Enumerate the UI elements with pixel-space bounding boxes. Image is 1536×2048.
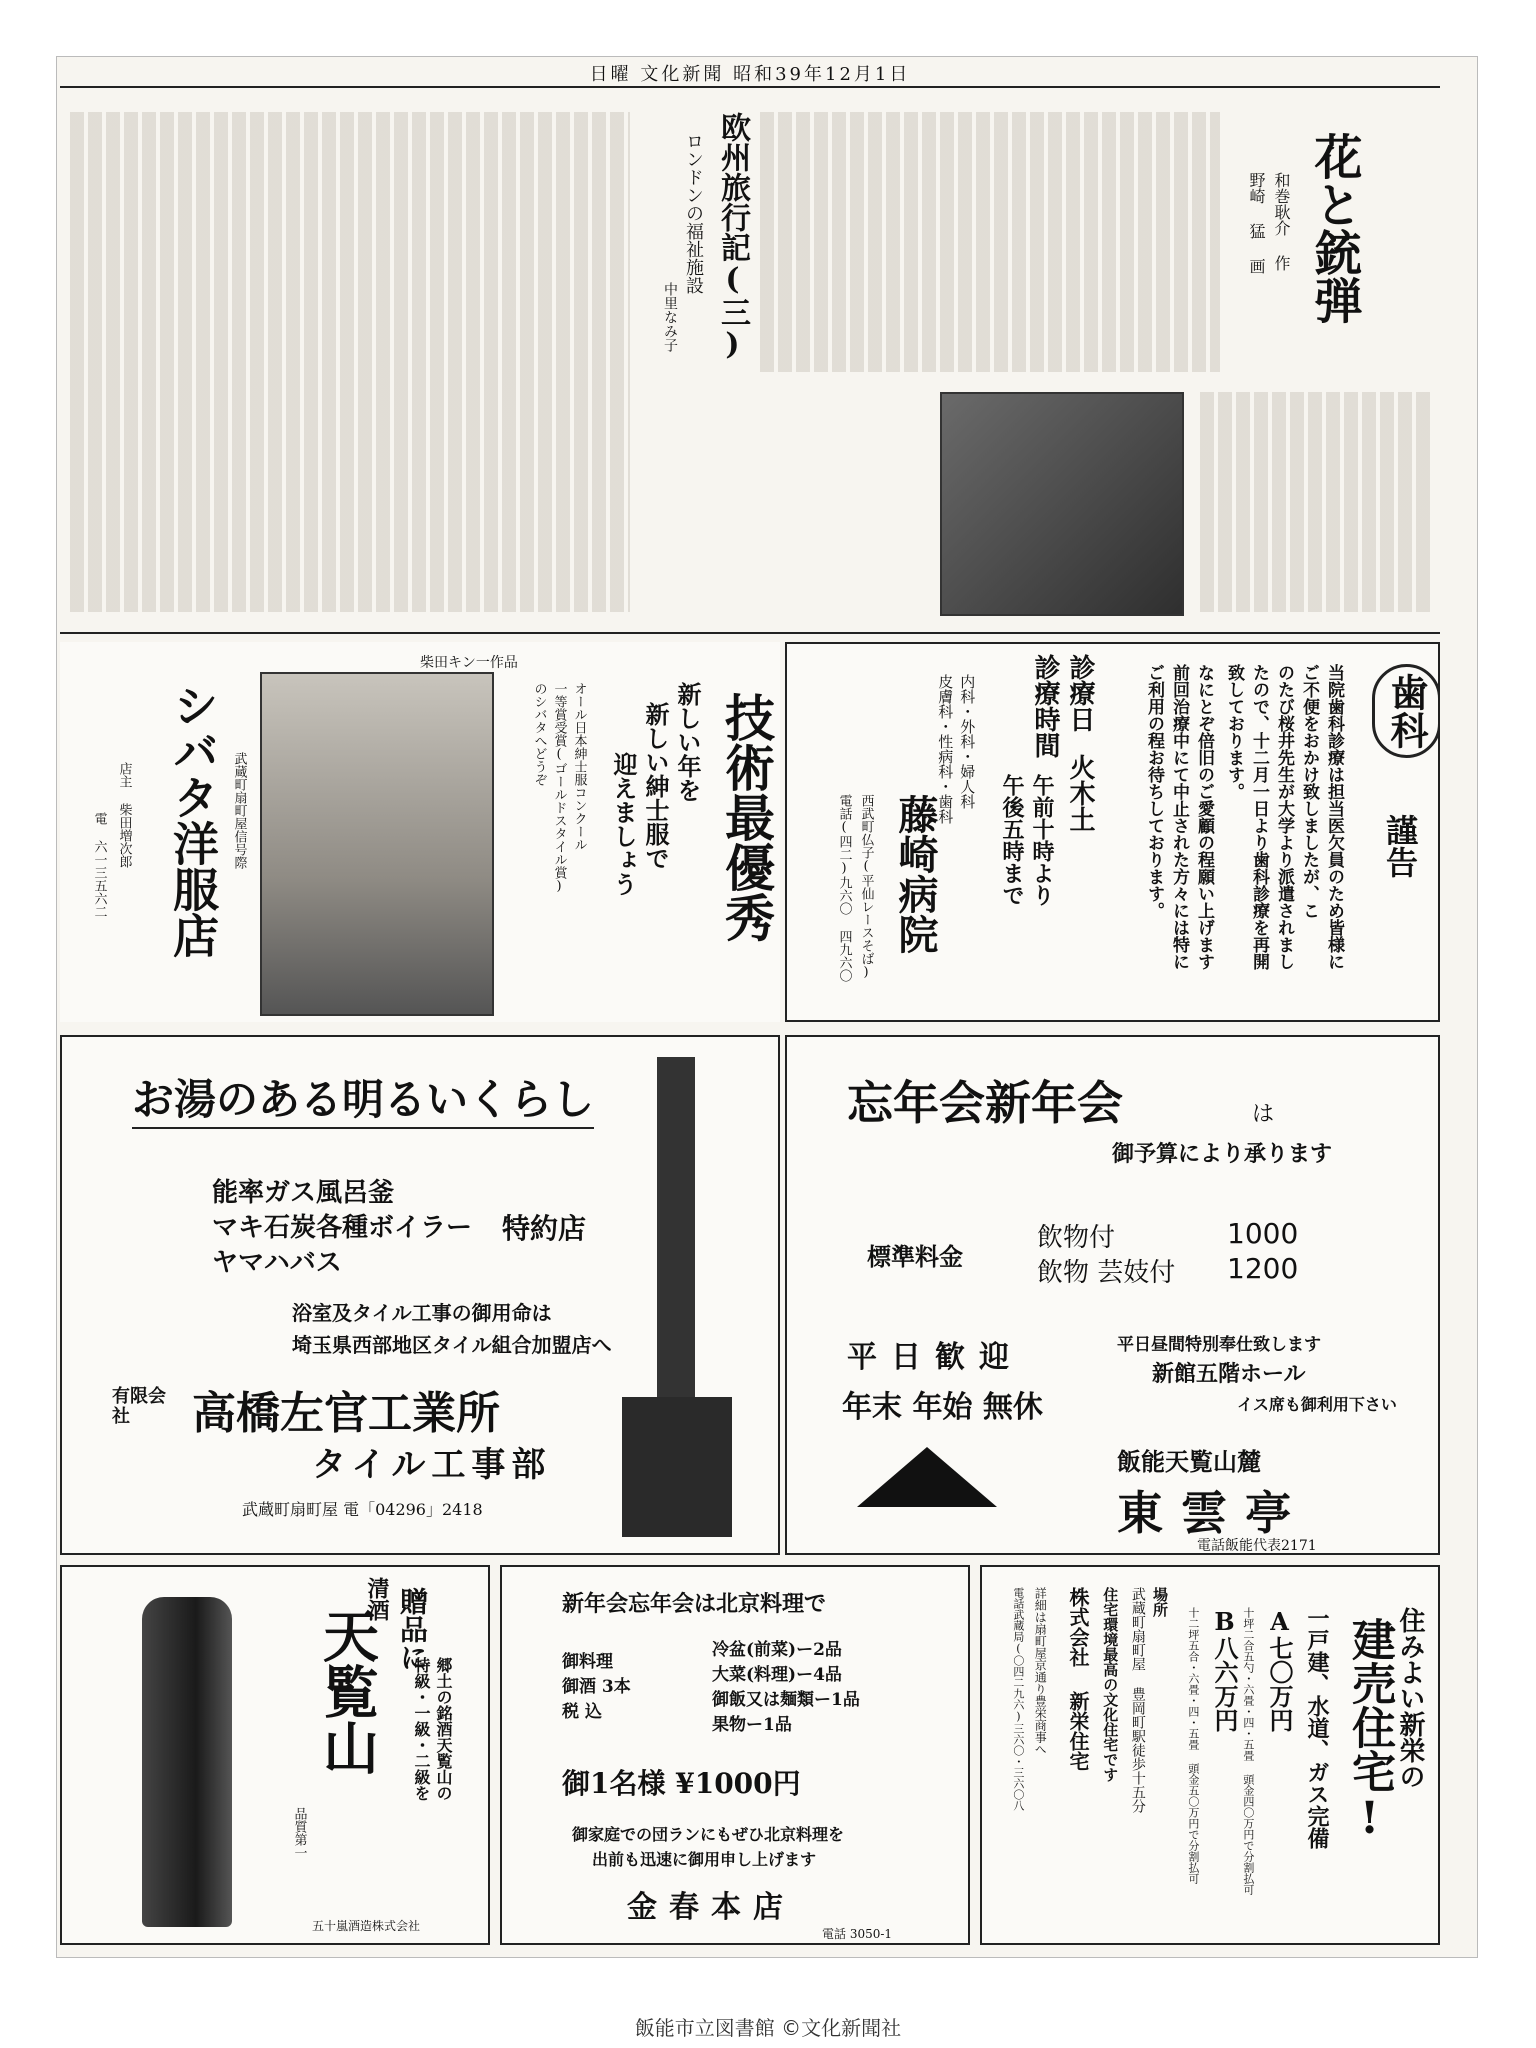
kinshun-note2: 出前も迅速に御用申し上げます [592, 1850, 817, 1869]
article-text-left [70, 112, 630, 612]
tenranzan-desc2: 特級・一級・二級を [412, 1657, 431, 1801]
takahashi-company-type: 有限会社 [112, 1386, 166, 1427]
masthead: 日曜 文化新聞 昭和39年12月1日 [60, 60, 1440, 88]
takahashi-company: 高橋左官工業所 [192, 1388, 500, 1439]
shibata-headline: 技術最優秀 [717, 692, 776, 942]
dental-body3: のたび桜井先生が大学より派遣されまし [1274, 664, 1294, 970]
takahashi-dept: タイル工事部 [312, 1445, 552, 1485]
dental-body1: 当院歯科診療は担当医欠員のため皆様に [1324, 664, 1344, 970]
shinei-priceA: A七〇万円 [1265, 1607, 1294, 1732]
shinei-contact: 詳細は扇町屋京通り豊栄商事へ [1033, 1587, 1048, 1755]
shinei-priceB: B八六万円 [1210, 1607, 1239, 1732]
kinshun-title: 新年会忘年会は北京料理で [562, 1591, 827, 1617]
touunntei-ha: は [1252, 1102, 1275, 1127]
fujisaki-days-label: 診療日 [1065, 654, 1095, 732]
shinei-phone: 電話武蔵局(〇四二九六)三六〇・三六〇八 [1011, 1587, 1025, 1811]
tenranzan-maker: 五十嵐酒造株式会社 [312, 1919, 421, 1933]
footer-credit: 飯能市立図書館 ©文化新聞社 [634, 2016, 902, 2040]
kinshun-price: 御1名様 ¥1000円 [562, 1767, 801, 1800]
kinshun-phone: 電話 3050-1 [822, 1927, 893, 1941]
shinei-place: 武蔵町扇町屋 豊岡町駅徒歩十五分 [1129, 1587, 1146, 1813]
article-text-far-right [1200, 392, 1430, 612]
travel-title: 欧州旅行記(三) [715, 112, 750, 362]
travel-subtitle: ロンドンの福祉施設 [683, 132, 704, 294]
fujisaki-name: 藤崎病院 [892, 794, 939, 954]
tenranzan-ad [60, 1565, 490, 1945]
fujisaki-hours2: 午後五時まで [999, 774, 1025, 906]
kinshun-m1-label: 御料理 [562, 1652, 613, 1672]
fujisaki-days: 火木土 [1065, 754, 1095, 832]
shinei-company: 株式会社 新栄住宅 [1066, 1587, 1090, 1771]
takahashi-line3: ヤマハバス [212, 1248, 342, 1278]
serial-artist: 野崎 猛 画 [1247, 172, 1266, 274]
serial-author: 和巻耿介 作 [1272, 172, 1291, 271]
dental-body5: 致しております。 [1224, 664, 1244, 800]
shibata-phone: 電 六一三五六二 [91, 812, 107, 918]
shibata-award3: のシバタへどうぞ [531, 682, 547, 786]
stove-illustration [657, 1057, 695, 1437]
kinshun-m4: 果物ー1品 [712, 1715, 792, 1735]
dental-body4: たので、十二月一日より歯科診療を再開 [1249, 664, 1269, 970]
article-text-right [760, 112, 1220, 372]
fujisaki-hours-label: 診療時間 [1030, 654, 1060, 758]
touunntei-headline: 忘年会新年会 [847, 1076, 1123, 1130]
touunntei-std-label: 標準料金 [867, 1242, 963, 1271]
kinshun-note1: 御家庭での団ランにもぜひ北京料理を [572, 1825, 845, 1844]
takahashi-line5: 埼玉県西部地区タイル組合加盟店へ [292, 1333, 612, 1357]
touunntei-budget: 御予算により承ります [1112, 1141, 1333, 1167]
fujisaki-hours1: 午前十時より [1029, 774, 1055, 906]
shinei-headline: 建売住宅! [1344, 1617, 1395, 1844]
takahashi-address: 武蔵町扇町屋 電「04296」2418 [242, 1500, 483, 1519]
fujisaki-address: 西武町仏子(平仙レースそば) [858, 794, 874, 980]
tenranzan-name: 天覧山 [314, 1607, 380, 1775]
kinshun-m3: 御飯又は麺類ー1品 [712, 1690, 860, 1710]
takahashi-line2: マキ石炭各種ボイラー [212, 1213, 473, 1243]
dental-title2: 謹告 [1381, 814, 1419, 878]
serial-title: 花と銃弾 [1306, 132, 1362, 324]
touunntei-ad [785, 1035, 1440, 1555]
tenranzan-kind: 清酒 [364, 1577, 390, 1621]
touunntei-weekday: 平日歓迎 [847, 1340, 1023, 1375]
takahashi-tokuyaku: 特約店 [502, 1212, 587, 1245]
dental-body6: なにとぞ倍旧のご愛顧の程願い上げます [1194, 664, 1214, 970]
touunntei-phone: 電話飯能代表2171 [1197, 1538, 1317, 1554]
touunntei-name: 東雲亭 [1117, 1486, 1309, 1540]
touunntei-price2: 1200 [1227, 1252, 1299, 1285]
touunntei-noholiday: 年末 年始 無休 [842, 1390, 1043, 1425]
touunntei-location: 飯能天覧山麓 [1117, 1447, 1261, 1476]
serial-illustration [940, 392, 1184, 616]
sake-bottle [142, 1597, 232, 1927]
fujisaki-phone: 電話(四二)九六〇 四九六〇 [836, 794, 852, 982]
shinei-env: 住宅環境最高の文化住宅です [1101, 1587, 1120, 1782]
travel-author: 中里なみ子 [662, 282, 678, 352]
tenranzan-quality: 品質第一 [291, 1807, 307, 1859]
shinei-detailB: 十二坪五合・六畳・四・五畳 頭金五〇万円で分割払可 [1186, 1607, 1200, 1884]
shibata-ad [60, 642, 780, 1022]
kinshun-m3-label: 税 込 [562, 1702, 602, 1722]
touunntei-special2: 新館五階ホール [1152, 1361, 1306, 1387]
touunntei-special1: 平日昼間特別奉仕致します [1117, 1335, 1321, 1355]
shibata-copy2: 新しい紳士服で [641, 702, 670, 870]
kinshun-m1: 冷盆(前菜)ー2品 [712, 1640, 842, 1660]
kinshun-ad [500, 1565, 970, 1945]
takahashi-slogan: お湯のある明るいくらし [132, 1067, 594, 1129]
shinei-detailA: 十坪二合五勺・六畳・四・五畳 頭金四〇万円で分割払可 [1241, 1607, 1255, 1895]
takahashi-line1: 能率ガス風呂釜 [212, 1178, 395, 1208]
kinshun-m2: 大菜(料理)ー4品 [712, 1665, 842, 1685]
tenranzan-desc1: 郷土の銘酒天覧山の [434, 1657, 453, 1801]
shibata-address: 武蔵町扇町屋信号際 [231, 752, 247, 869]
article-area [60, 92, 1440, 634]
tenranzan-gift: 贈品に [396, 1587, 429, 1671]
touunntei-special3: イス席も御利用下さい [1237, 1395, 1397, 1414]
crane-logo [857, 1447, 997, 1507]
shibata-owner: 店主 柴田増次郎 [116, 762, 132, 868]
shibata-credit: 柴田キン一作品 [420, 655, 518, 671]
touunntei-price1: 1000 [1227, 1217, 1299, 1250]
fujisaki-dental-ad [785, 642, 1440, 1022]
shinei-features: 一戸建、水道、ガス完備 [1304, 1607, 1330, 1849]
touunntei-price2-label: 飲物 芸妓付 [1037, 1258, 1176, 1288]
shinei-ad [980, 1565, 1440, 1945]
shibata-copy1: 新しい年を [673, 682, 702, 802]
shinei-place-label: 場所 [1151, 1587, 1169, 1617]
shibata-award1: オール日本紳士服コンクール [571, 682, 587, 851]
kinshun-m2-label: 御酒 3本 [562, 1677, 631, 1697]
fujisaki-depts2: 皮膚科・性病科・歯科 [936, 674, 955, 824]
touunntei-price1-label: 飲物付 [1037, 1223, 1116, 1253]
fujisaki-depts1: 内科・外科・婦人科 [958, 674, 977, 809]
shibata-copy3: 迎えましょう [609, 752, 638, 896]
kinshun-name: 金春本店 [627, 1890, 795, 1925]
shibata-award2: 一等賞受賞(ゴールドスタイル賞) [551, 682, 567, 894]
dental-title: 歯科 [1372, 664, 1440, 758]
takahashi-line4: 浴室及タイル工事の御用命は [292, 1301, 552, 1325]
dental-body8: ご利用の程お待ちしております。 [1144, 664, 1164, 919]
dental-body7: 前回治療中にて中止された方々には特に [1169, 664, 1189, 970]
shibata-photo [260, 672, 494, 1016]
takahashi-ad [60, 1035, 780, 1555]
dental-body2: ご不便をおかけ致しましたが、こ [1299, 664, 1319, 919]
shinei-catch: 住みよい新栄の [1395, 1607, 1425, 1789]
shibata-name: シバタ洋服店 [166, 682, 220, 958]
stove-body [622, 1397, 732, 1537]
